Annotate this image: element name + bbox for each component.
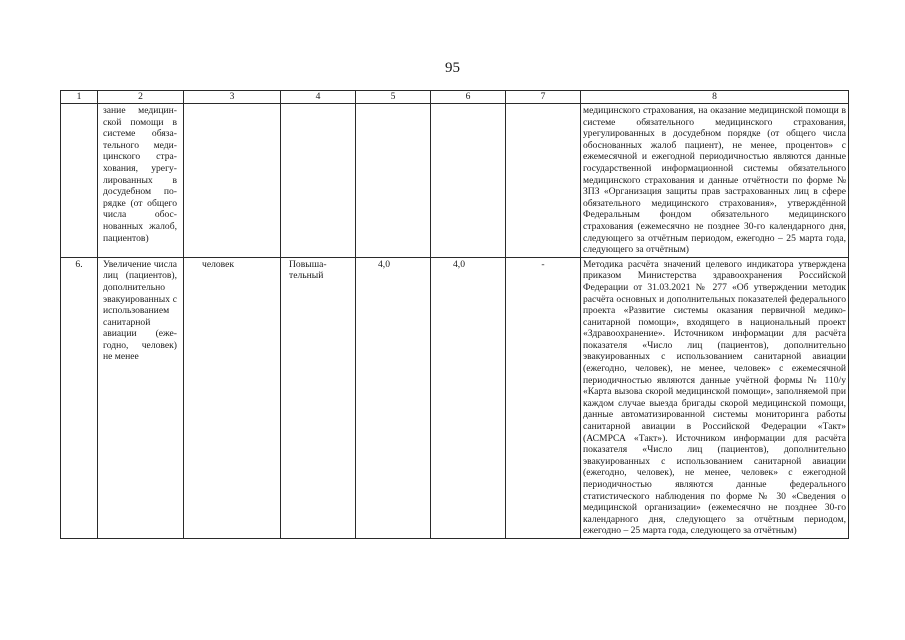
value-cell: - [506, 257, 581, 538]
column-header: 8 [581, 91, 849, 104]
column-header: 7 [506, 91, 581, 104]
methodology-cell: Методика расчёта значений целевого индикатора утверждена приказом Министерства здравоохранения Российской Федерации от 31.03.2021 № 277 «Об утверждении методик расчёта основных и дополнительных показателей федерального проекта «Развитие системы оказания первичной медико-санитарной помощи», входящего в национальный проект «Здравоохранение». Источником информации для расчёта показателя «Число лиц (пациентов), дополнительно эвакуированных с использованием санитарной авиации (ежегодно, человек), не менее, человек» с ежемесячной периодичностью являются данные учётной формы № 110/у «Карта вызова скорой медицинской помощи», заполняемой при каждом случае выезда бригады скорой медицинской помощи, данные автоматизированной системы мониторинга работы санитарной авиации в Российской Федерации «Такт» (АСМРСА «Такт»). Источником информации для расчёта показателя «Число лиц (пациентов), дополнительно эвакуированных с использованием санитарной авиации (ежегодно, человек), не менее, человек» с ежегодной периодичностью являются данные федерального статистического наблюдения по форме № 30 «Сведения о медицинской организации» (ежемесячно не позднее 30-го календарного дня, следующего за отчётным периодом, ежегодно – 25 марта года, следующего за отчётным) [581, 257, 849, 538]
value-cell [356, 104, 431, 258]
value-cell [431, 104, 506, 258]
column-header: 3 [184, 91, 281, 104]
type-cell [281, 104, 356, 258]
value-cell: 4,0 [431, 257, 506, 538]
table-header-row [61, 91, 849, 104]
indicator-name-cell: Увеличение числа лиц (пациентов), дополнительно эвакуированных с использованием санитарной авиации (ежегодно, человек) не менее [98, 257, 184, 538]
methodology-cell: медицинского страхования, на оказание медицинской помощи в системе обязательного медицинского страхования, урегулированных в досудебном порядке (от общего числа обоснованных жалоб пациент), не менее, процентов» с ежемесячной и ежегодной периодичностью являются данные государственной информационной системы обязательного медицинского страхования и данные отчётности по форме № ЗПЗ «Организация защиты прав застрахованных лиц в сфере обязательного медицинского страхования», утверждённой Федеральным фондом обязательного медицинского страхования (ежемесячно не позднее 30-го календарного дня, следующего за отчётным периодом, ежегодно – 25 марта года, следующего за отчётным) [581, 104, 849, 258]
indicator-name-cell: зание медицинской помощи в системе обязательного медицинского страхования, урегулированных в досудебном порядке (от общего числа обоснованных жалоб, пациентов) [98, 104, 184, 258]
table-row [61, 257, 849, 538]
value-cell: 4,0 [356, 257, 431, 538]
type-cell: Повышательный [281, 257, 356, 538]
indicator-table [60, 90, 849, 539]
page-number: 95 [445, 60, 460, 76]
unit-cell: человек [184, 257, 281, 538]
row-number-cell [61, 104, 98, 258]
table-row [61, 104, 849, 258]
column-header: 1 [61, 91, 98, 104]
column-header: 4 [281, 91, 356, 104]
value-cell [506, 104, 581, 258]
column-header: 2 [98, 91, 184, 104]
unit-cell [184, 104, 281, 258]
column-header: 6 [431, 91, 506, 104]
row-number-cell: 6. [61, 257, 98, 538]
column-header: 5 [356, 91, 431, 104]
